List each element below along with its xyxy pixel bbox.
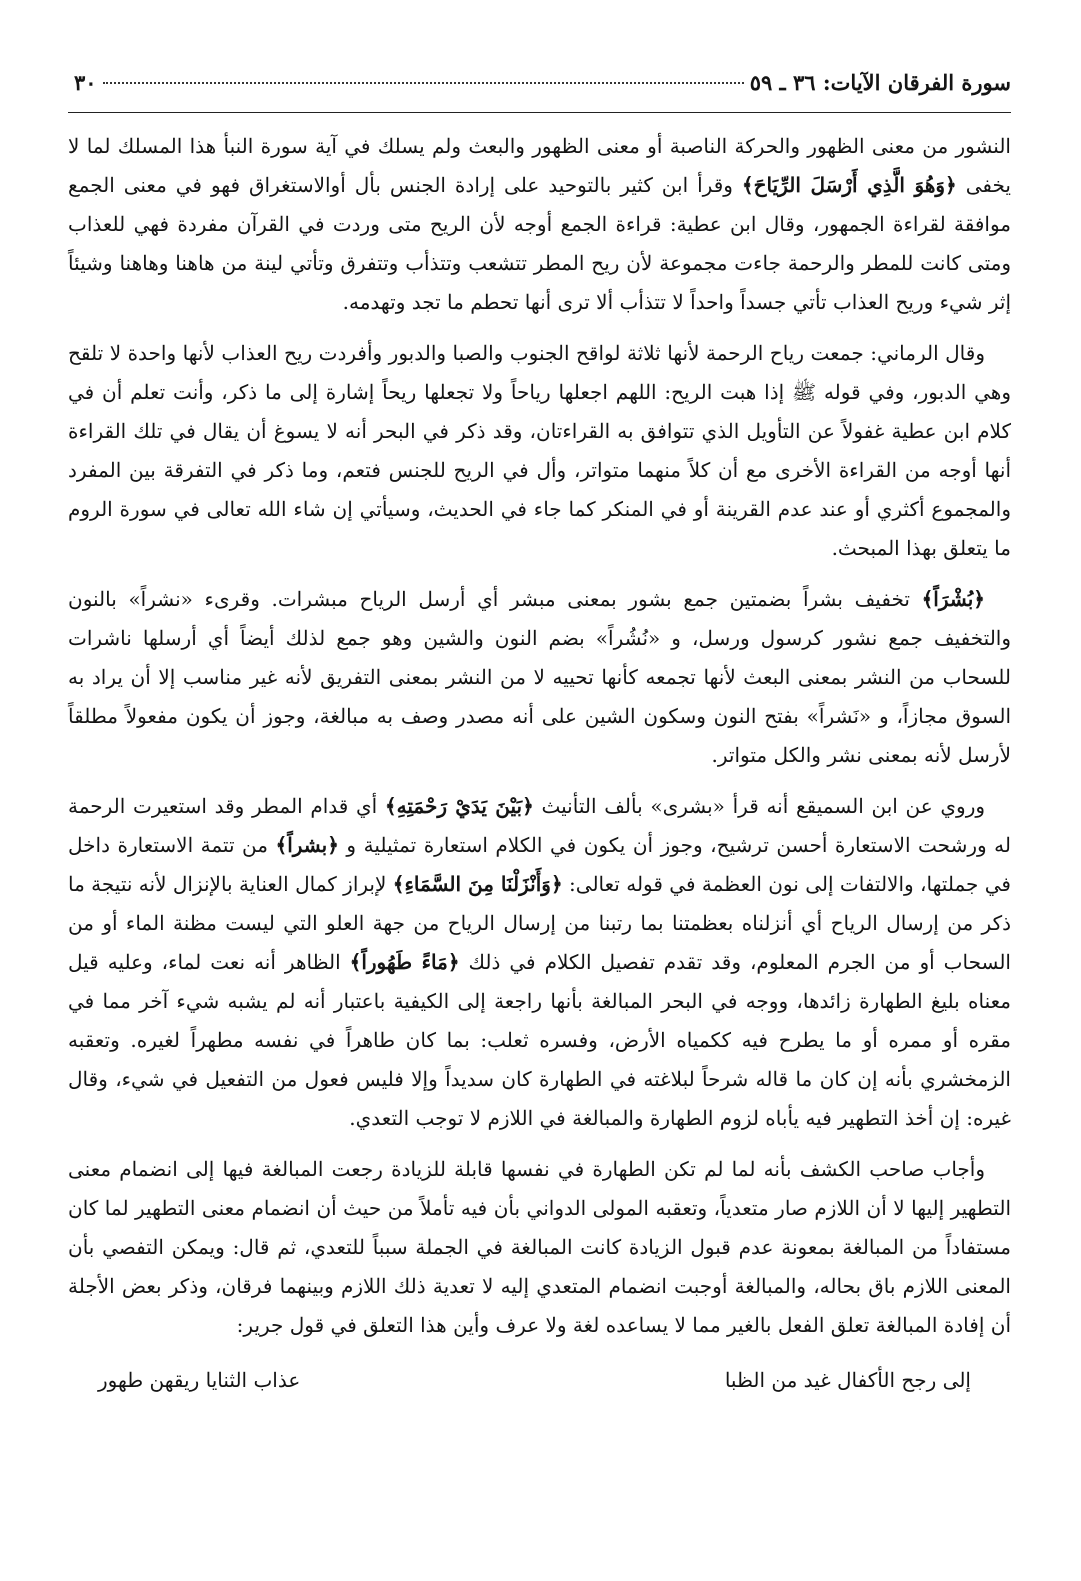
paragraph: [68, 334, 1011, 568]
paragraph-text: الظاهر أنه نعت لماء، وعليه قيل معناه بليغ الطهارة زائدها، ووجه في البحر المبالغة بأنها راجعة إلى الكيفية باعتبار أنه لم يشبه شيء آخر مما في مقره أو ممره أو ما يطرح فيه ككمياه الأرض، وفسره ثعلب: بما كان طاهراً في نفسه مطهراً لغيره. وتعقبه الزمخشري بأنه إن كان ما قاله شرحاً لبلاغته في الطهارة كان سديداً وإلا فليس فعول من التفعيل في شيء، وقال غيره: إن أخذ التطهير فيه يأباه لزوم الطهارة والمبالغة في اللازم لا توجب التعدي.: [68, 950, 1011, 1130]
header-leader-dots: [103, 82, 744, 84]
paragraph-text: وأجاب صاحب الكشف بأنه لما لم تكن الطهارة في نفسها قابلة للزيادة رجعت المبالغة فيها إلى انضمام معنى التطهير إليها لا أن اللازم صار متعدياً، وتعقبه المولى الدواني بأن فيه تأملاً من حيث أن انضمام معنى التطهير لما كان مستفاداً من المبالغة بمعونة عدم قبول الزيادة كانت المبالغة في الجملة سبباً للتعدي، ثم قال: ويمكن التفصي بأن المعنى اللازم باق بحاله، والمبالغة أوجبت انضمام المتعدي إليه لا تعدية ذلك اللازم وبينهما فرقان، وذكر بعض الأجلة أن إفادة المبالغة تعلق الفعل بالغير مما لا يساعده لغة ولا عرف وأين هذا التعلق في قول جرير:: [68, 1157, 1011, 1337]
paragraph-text: لإبراز كمال العناية بالإنزال لأنه نتيجة ما ذكر من إرسال الرياح أي أنزلناه بعظمتنا بما رتبنا من إرسال الرياح من جهة العلو التي ليست مظنة الماء أو من السحاب أو من الجرم المعلوم، وقد تقدم تفصيل الكلام في ذلك: [68, 872, 1012, 974]
quranic-quote: ﴿بشراً﴾: [275, 833, 339, 857]
verse-second-hemistich: عذاب الثنايا ريقهن طهور: [98, 1368, 301, 1392]
quranic-quote: ﴿بَيْنَ يَدَيْ رَحْمَتِهِ﴾: [384, 794, 534, 818]
paragraph-text: تخفيف بشراً بضمتين جمع بشور بمعنى مبشر أي أرسل الرياح مبشرات. وقرىء «نشراً» بالنون والتخفيف جمع نشور كرسول ورسل، و «نُشُراً» بضم النون والشين وهو جمع لذلك أيضاً أي أرسلها ناشرات للسحاب من النشر بمعنى البعث لأنها تجمعه كأنها تحييه لا من النشر بمعنى التفريق لأنه غير مناسب إلا أن يراد به السوق مجازاً، و «نَشراً» بفتح النون وسكون الشين على أنه مصدر وصف به مبالغة، وجوز أن يكون مفعولاً مطلقاً لأرسل لأنه بمعنى نشر والكل متواتر.: [68, 587, 1011, 767]
paragraph-text: من تتمة الاستعارة داخل في جملتها، والالتفات إلى نون العظمة في قوله تعالى:: [68, 833, 1011, 896]
chapter-title: سورة الفرقان الآيات: ٣٦ ـ ٥٩: [749, 70, 1011, 95]
quranic-quote: ﴿مَاءً طَهُوراً﴾: [349, 950, 460, 974]
paragraph-text: وروي عن ابن السميقع أنه قرأ «بشرى» بألف التأنيث: [533, 794, 986, 818]
quranic-quote: ﴿وَهُوَ الَّذِي أَرْسَلَ الرِّيَاحَ﴾: [741, 173, 957, 197]
paragraph-text: وقرأ ابن كثير بالتوحيد على إرادة الجنس بأل أوالاستغراق فهو في معنى الجمع موافقة لقراءة الجمهور، وقال ابن عطية: قراءة الجمع أوجه لأن الريح متى وردت في القرآن مفردة فهي للعذاب ومتى كانت للمطر والرحمة جاءت مجموعة لأن ريح المطر تتشعب وتتذأب وتتفرق وتأتي لينة من هاهنا وهاهنا وشيئاً إثر شيء وريح العذاب تأتي جسداً واحداً لا تتذأب ألا ترى أنها تحطم ما تجد وتهدمه.: [68, 173, 1011, 314]
commentary-text: [68, 127, 1011, 1345]
paragraph-text: وقال الرماني: جمعت رياح الرحمة لأنها ثلاثة لواقح الجنوب والصبا والدبور وأفردت ريح العذاب لأنها واحدة لا تلقح وهي الدبور، وفي قوله ﷺ إذا هبت الريح: اللهم اجعلها رياحاً ولا تجعلها ريحاً إشارة إلى ما ذكر، وأنت تعلم أن في كلام ابن عطية غفولاً عن التأويل الذي تتوافق به القراءتان، وقد ذكر في البحر أنه لا يسوغ أن يقال في تلك القراءة أنها أوجه من القراءة الأخرى مع أن كلاً منهما متواتر، وأل في الريح للجنس فتعم، وما ذكر في التفرقة بين المفرد والمجموع أكثري أو عند عدم القرينة أو في المنكر كما جاء في الحديث، وسيأتي إن شاء الله تعالى في سورة الروم ما يتعلق بهذا المبحث.: [68, 341, 1012, 560]
paragraph-text: النشور من معنى الظهور والحركة الناصبة أو معنى الظهور والبعث ولم يسلك في آية سورة النبأ هذا المسلك لما لا يخفى: [68, 134, 1011, 197]
quranic-quote: ﴿وَأَنْزَلْنَا مِنَ السَّمَاءِ﴾: [392, 872, 563, 896]
paragraph: [68, 580, 1011, 775]
paragraph: [68, 1150, 1011, 1345]
page-number: ٣٠: [74, 70, 97, 95]
verse-first-hemistich: إلى رجح الأكفال غيد من الظبا: [724, 1368, 971, 1392]
paragraph-text: أي قدام المطر وقد استعيرت الرحمة له ورشحت الاستعارة أحسن ترشيح، وجوز أن يكون في الكلام استعارة تمثيلية و: [68, 794, 1011, 857]
paragraph: [68, 127, 1011, 322]
paragraph: [68, 787, 1011, 1138]
poetry-verse: [68, 1357, 1011, 1400]
running-header: [68, 70, 1011, 113]
quranic-quote: ﴿بُشْرَاً﴾: [921, 587, 985, 611]
